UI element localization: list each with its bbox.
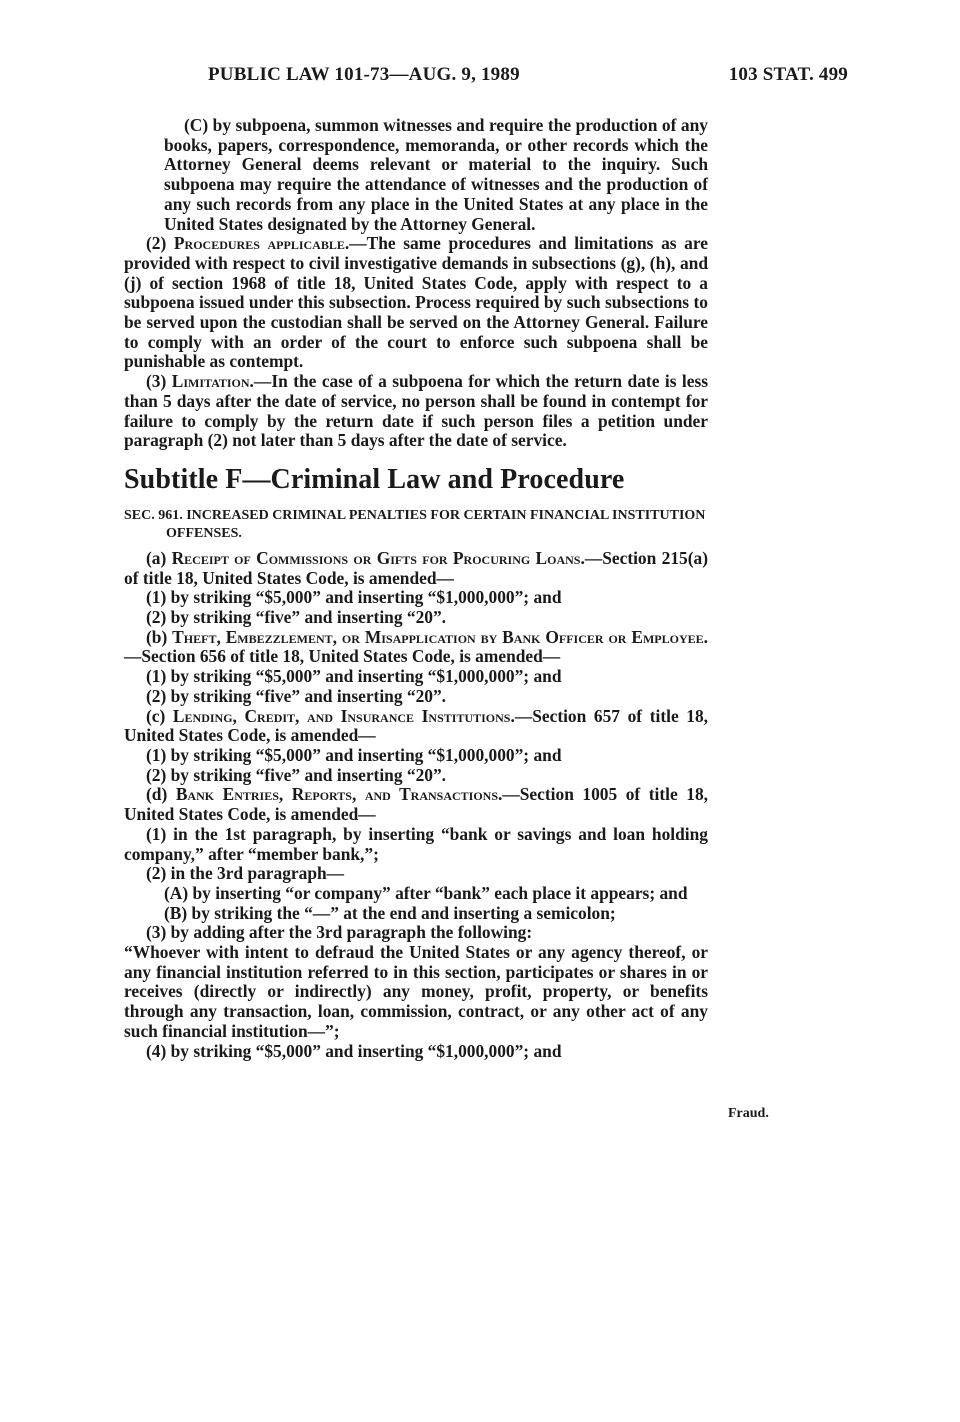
subsection-b-item-2: (2) by striking “five” and inserting “20”. <box>146 685 447 706</box>
paragraph-3-label: (3) <box>146 371 172 392</box>
paragraph-3-text: —In the case of a subpoena for which the return date is less than 5 days after the date of service, no person shall be found in contempt for failure to comply by the return date if such person files a petition under paragraph (2) not later than 5 days after the date of service. <box>124 371 708 451</box>
paragraph-c-subpoena: (C) by subpoena, summon witnesses and require the production of any books, papers, correspondence, memoranda, or other records which the Attorney General deems relevant or material to the inquiry. Such subpoena may require the attendance of witnesses and the production of any such records from any place in the United States at any place in the United States designated by the Attorney General. <box>164 115 708 234</box>
subsection-d-label: (d) <box>146 784 176 805</box>
subsection-a-text: —Section 215(a) of title 18, United States Code, is amended— <box>124 547 708 588</box>
subsection-c-heading: Lending, Credit, and Insurance Institutions. <box>172 705 515 726</box>
subsection-c-item-2: (2) by striking “five” and inserting “20”. <box>146 764 447 785</box>
subsection-d-item-4: (4) by striking “$5,000” and inserting “$1,000,000”; and <box>146 1040 562 1061</box>
paragraph-2-label: (2) <box>146 233 174 254</box>
header-citation: PUBLIC LAW 101-73—AUG. 9, 1989 <box>208 64 520 85</box>
subsection-a-item-2: (2) by striking “five” and inserting “20”. <box>146 607 447 628</box>
paragraph-2-text: —The same procedures and limitations as are provided with respect to civil investigative demands in subsections (g), (h), and (j) of section 1968 of title 18, United States Code, apply with respect to a subpoena issued under this subsection. Process required by such subsections to be served upon the custodian shall be served on the Attorney General. Failure to comply with an order of the court to enforce such subpoena shall be punishable as contempt. <box>124 233 708 372</box>
subsection-c <box>124 707 708 746</box>
subsection-b-item-1: (1) by striking “$5,000” and inserting “$1,000,000”; and <box>146 666 562 687</box>
subtitle-heading: Subtitle F—Criminal Law and Procedure <box>124 463 625 495</box>
header-page-number: 103 STAT. 499 <box>728 64 848 85</box>
paragraph-2-procedures <box>124 234 708 372</box>
paragraph-3-limitation <box>124 372 708 451</box>
subsection-a-item-1: (1) by striking “$5,000” and inserting “$1,000,000”; and <box>146 587 562 608</box>
paragraph-3-heading: Limitation. <box>171 371 254 392</box>
subsection-b-heading: Theft, Embezzlement, or Misapplication by Bank Officer or Employee. <box>172 626 708 647</box>
subsection-d <box>124 785 708 824</box>
subsection-d-item-2: (2) in the 3rd paragraph— <box>146 863 345 884</box>
subsection-c-item-1: (1) by striking “$5,000” and inserting “$1,000,000”; and <box>146 744 562 765</box>
paragraph-2-heading: Procedures applicable. <box>173 233 350 254</box>
section-heading: SEC. 961. INCREASED CRIMINAL PENALTIES FOR CERTAIN FINANCIAL INSTITUTION OFFENSES. <box>124 507 706 541</box>
page-body <box>124 116 708 1061</box>
subsection-d-quote: “Whoever with intent to defraud the United States or any agency thereof, or any financial institution referred to in this section, participates or shares in or receives (directly or indirectly) any money, profit, property, or benefits through any transaction, loan, commission, contract, or any other act of any such financial institution—”; <box>124 942 708 1041</box>
subsection-d-item-3: (3) by adding after the 3rd paragraph the following: <box>146 922 533 943</box>
margin-note-fraud: Fraud. <box>728 1106 769 1121</box>
subsection-c-text: —Section 657 of title 18, United States Code, is amended— <box>124 705 709 746</box>
subsection-b <box>124 628 708 667</box>
subsection-c-label: (c) <box>146 705 173 726</box>
subsection-d-item-2b: (B) by striking the “—” at the end and inserting a semicolon; <box>164 902 616 923</box>
subsection-b-label: (b) <box>146 626 173 647</box>
subsection-a <box>124 549 708 588</box>
subsection-d-item-2a: (A) by inserting “or company” after “bank” each place it appears; and <box>164 882 688 903</box>
subsection-d-text: —Section 1005 of title 18, United States Code, is amended— <box>124 784 709 825</box>
subsection-a-label: (a) <box>146 547 172 568</box>
subsection-d-heading: Bank Entries, Reports, and Transactions. <box>175 784 503 805</box>
subsection-b-text: —Section 656 of title 18, United States Code, is amended— <box>124 646 561 667</box>
subsection-d-item-1: (1) in the 1st paragraph, by inserting “bank or savings and loan holding company,” after “member bank,”; <box>124 823 708 864</box>
subsection-a-heading: Receipt of Commissions or Gifts for Procuring Loans. <box>171 547 585 568</box>
